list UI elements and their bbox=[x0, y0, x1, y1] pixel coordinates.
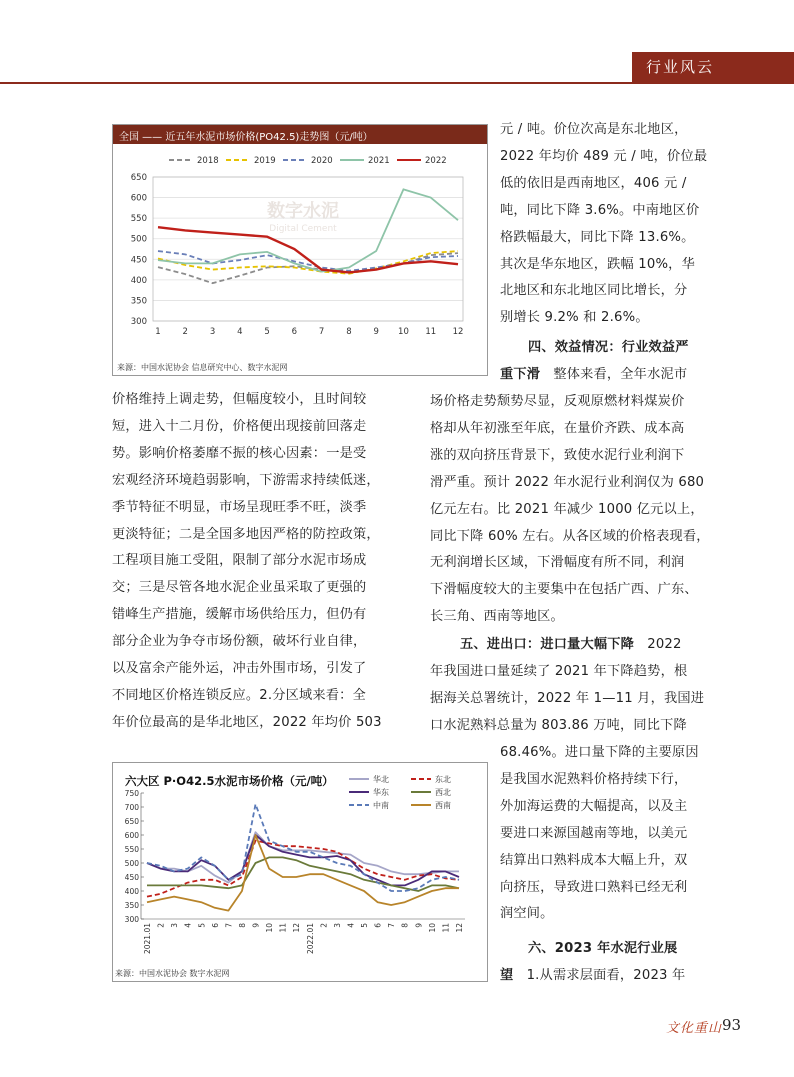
paragraph-line: 向挤压，导致进口熟料已经无利 bbox=[500, 879, 688, 895]
y-tick-label: 500 bbox=[124, 859, 139, 868]
legend-label: 中南 bbox=[373, 801, 389, 810]
section6-first-tail: 1.从需求层面看，2023 年 bbox=[526, 968, 686, 983]
national-price-line-chart bbox=[113, 145, 487, 360]
x-tick-label: 6 bbox=[373, 923, 383, 928]
paragraph-line: 更淡特征；二是全国多地因严格的防控政策， bbox=[112, 526, 380, 542]
paragraph-line: 口水泥熟料总量为 803.86 万吨，同比下降 bbox=[430, 717, 687, 733]
x-tick-label: 5 bbox=[360, 923, 370, 928]
y-tick-label: 650 bbox=[124, 817, 139, 826]
x-tick-label: 4 bbox=[237, 327, 243, 337]
section5-first-tail: 2022 bbox=[647, 637, 682, 652]
y-tick-label: 550 bbox=[124, 845, 139, 854]
figure2-source: 来源：中国水泥协会 数字水泥网 bbox=[115, 969, 230, 978]
x-tick-label: 2 bbox=[319, 923, 329, 928]
section5-heading-line bbox=[460, 635, 682, 655]
legend-label: 2018 bbox=[197, 156, 219, 166]
x-tick-label: 11 bbox=[425, 327, 437, 337]
section6-heading-line bbox=[500, 966, 685, 986]
paragraph-line: 以及富余产能外运，冲击外围市场，引发了 bbox=[112, 661, 367, 676]
y-tick-label: 300 bbox=[130, 317, 147, 327]
section6-heading-b: 望 bbox=[500, 968, 514, 983]
figure-source: 来源：中国水泥协会 信息研究中心、数字水泥网 bbox=[117, 363, 288, 372]
section4-heading-a: 四、效益情况：行业效益严 bbox=[528, 340, 689, 355]
regional-price-line-chart bbox=[113, 763, 487, 968]
paragraph-line: 年我国进口量延续了 2021 年下降趋势，根 bbox=[430, 664, 688, 679]
y-tick-label: 450 bbox=[130, 255, 147, 266]
paragraph-line: 同比下降 60% 左右。从各区域的价格表现看， bbox=[430, 528, 710, 544]
paragraph-line: 势。影响价格萎靡不振的核心因素：一是受 bbox=[112, 445, 367, 461]
legend-label: 2022 bbox=[425, 156, 447, 166]
x-tick-label: 10 bbox=[427, 923, 437, 933]
y-tick-label: 450 bbox=[124, 873, 139, 882]
x-tick-label: 4 bbox=[346, 923, 356, 928]
x-tick-label: 7 bbox=[224, 923, 234, 928]
paragraph-line: 无利润增长区域，下滑幅度有所不同，利润 bbox=[430, 555, 685, 571]
paragraph-line: 元 / 吨。价位次高是东北地区， bbox=[500, 122, 688, 137]
legend-label: 华北 bbox=[373, 775, 389, 784]
x-tick-label: 6 bbox=[210, 923, 220, 928]
paragraph-line: 亿元左右。比 2021 年减少 1000 亿元以上， bbox=[430, 501, 704, 517]
paragraph-line: 滑严重。预计 2022 年水泥行业利润仅为 680 bbox=[430, 474, 705, 490]
paragraph-line: 结算出口熟料成本大幅上升，双 bbox=[500, 852, 688, 868]
paragraph-line: 别增长 9.2% 和 2.6%。 bbox=[500, 310, 649, 326]
legend-label: 2020 bbox=[311, 156, 333, 166]
y-tick-label: 700 bbox=[124, 803, 139, 812]
y-tick-label: 300 bbox=[124, 915, 139, 924]
y-tick-label: 400 bbox=[130, 275, 147, 286]
paragraph-line: 北地区和东北地区同比增长，分 bbox=[500, 283, 688, 299]
section5-heading: 五、进出口：进口量大幅下降 bbox=[460, 637, 635, 652]
paragraph-line: 长三角、西南等地区。 bbox=[430, 609, 564, 625]
figure-regional-price-trend bbox=[112, 762, 488, 982]
magazine-logo: 文化重山 bbox=[666, 1021, 723, 1036]
legend-label: 东北 bbox=[435, 775, 451, 784]
x-tick-label: 9 bbox=[414, 923, 424, 928]
paragraph-line: 要进口来源国越南等地，以美元 bbox=[500, 825, 688, 841]
y-tick-label: 400 bbox=[124, 887, 139, 896]
paragraph-line: 低的依旧是西南地区，406 元 / bbox=[500, 175, 687, 191]
legend-label: 西北 bbox=[435, 788, 451, 797]
paragraph-line: 外加海运费的大幅提高，以及主 bbox=[500, 798, 688, 814]
paragraph-line: 宏观经济环境趋弱影响，下游需求持续低迷， bbox=[112, 472, 380, 488]
figure-national-price-trend bbox=[112, 124, 488, 376]
x-tick-label: 2 bbox=[156, 923, 166, 928]
y-tick-label: 750 bbox=[124, 789, 139, 798]
x-tick-label: 4 bbox=[183, 923, 193, 928]
paragraph-line: 格跌幅最大，同比下降 13.6%。 bbox=[500, 229, 695, 245]
x-tick-label: 5 bbox=[197, 923, 207, 928]
paragraph-line: 格却从年初涨至年底，在量价齐跌、成本高 bbox=[430, 420, 685, 436]
chart2-title: 六大区 P·O42.5水泥市场价格（元/吨） bbox=[125, 774, 334, 788]
x-tick-label: 3 bbox=[209, 327, 216, 337]
paragraph-line: 季节特征不明显，市场呈现旺季不旺，淡季 bbox=[112, 499, 367, 515]
y-tick-label: 650 bbox=[130, 173, 147, 183]
x-tick-label: 10 bbox=[398, 327, 409, 337]
x-tick-label: 6 bbox=[291, 327, 298, 337]
plot-border bbox=[153, 177, 463, 321]
section4-heading-line bbox=[500, 365, 687, 385]
y-tick-label: 600 bbox=[124, 831, 139, 840]
paragraph-line: 短，进入十二月份，价格便出现接前回落走 bbox=[112, 418, 367, 434]
chart-watermark-sub: Digital Cement bbox=[269, 224, 337, 234]
paragraph-line: 价格维持上调走势，但幅度较小，且时间较 bbox=[112, 392, 367, 407]
x-tick-label: 1 bbox=[155, 327, 161, 337]
paragraph-line: 不同地区价格连锁反应。2.分区域来看：全 bbox=[112, 687, 366, 703]
x-tick-label: 12 bbox=[292, 923, 302, 933]
x-tick-label: 3 bbox=[170, 923, 180, 928]
paragraph-line: 其次是华东地区，跌幅 10%，华 bbox=[500, 256, 695, 272]
page-number: 93 bbox=[722, 1016, 742, 1034]
y-tick-label: 600 bbox=[130, 193, 147, 204]
x-tick-label: 3 bbox=[332, 923, 342, 928]
x-tick-label: 7 bbox=[387, 923, 397, 928]
x-tick-label: 7 bbox=[318, 327, 325, 337]
x-tick-label: 9 bbox=[373, 327, 379, 337]
chart-watermark: 数字水泥 bbox=[267, 201, 339, 222]
header-rule bbox=[0, 82, 794, 84]
legend-label: 2021 bbox=[368, 156, 390, 166]
y-tick-label: 350 bbox=[130, 296, 147, 307]
x-tick-label: 5 bbox=[264, 327, 270, 337]
x-tick-label: 2022.01 bbox=[305, 923, 315, 955]
x-tick-label: 2 bbox=[182, 327, 188, 337]
x-tick-label: 11 bbox=[278, 923, 288, 933]
x-tick-label: 8 bbox=[400, 923, 410, 928]
paragraph-line: 涨的双向挤压背景下，致使水泥行业利润下 bbox=[430, 447, 685, 463]
x-tick-label: 9 bbox=[251, 923, 261, 928]
y-tick-label: 550 bbox=[130, 214, 147, 225]
paragraph-line: 68.46%。进口量下降的主要原因 bbox=[500, 745, 699, 760]
x-tick-label: 8 bbox=[237, 923, 247, 928]
y-tick-label: 500 bbox=[130, 234, 147, 245]
paragraph-line: 错峰生产措施，缓解市场供给压力，但仍有 bbox=[112, 607, 367, 623]
paragraph-line: 2022 年均价 489 元 / 吨，价位最 bbox=[500, 148, 708, 164]
section-header-title: 行业风云 bbox=[646, 58, 715, 76]
y-tick-label: 350 bbox=[124, 901, 139, 910]
paragraph-line: 年价位最高的是华北地区，2022 年均价 503 bbox=[112, 714, 382, 730]
paragraph-line: 是我国水泥熟料价格持续下行， bbox=[500, 771, 688, 787]
section4-first-tail: 整体来看，全年水泥市 bbox=[553, 367, 688, 382]
paragraph-line: 场价格走势颓势尽显，反观原燃材料煤炭价 bbox=[430, 394, 685, 409]
x-tick-label: 10 bbox=[265, 923, 275, 933]
x-tick-label: 12 bbox=[452, 327, 464, 337]
section6-heading-a: 六、2023 年水泥行业展 bbox=[528, 941, 678, 956]
paragraph-line: 工程项目施工受阻，限制了部分水泥市场成 bbox=[112, 553, 367, 569]
paragraph-line: 润空间。 bbox=[500, 906, 554, 922]
paragraph-line: 下滑幅度较大的主要集中在包括广西、广东、 bbox=[430, 582, 698, 598]
legend-label: 华东 bbox=[373, 788, 389, 797]
x-tick-label: 2021.01 bbox=[143, 923, 152, 955]
figure-title: 全国 —— 近五年水泥市场价格(PO42.5)走势图（元/吨） bbox=[119, 132, 373, 143]
legend-label: 西南 bbox=[435, 801, 451, 810]
paragraph-line: 吨，同比下降 3.6%。中南地区价 bbox=[500, 202, 700, 218]
x-tick-label: 8 bbox=[346, 327, 352, 337]
paragraph-line: 据海关总署统计，2022 年 1—11 月，我国进 bbox=[430, 690, 705, 706]
section4-heading-b: 重下滑 bbox=[500, 367, 541, 382]
paragraph-line: 部分企业为争夺市场份额，破坏行业自律， bbox=[112, 634, 367, 650]
figure-title-bar bbox=[113, 125, 487, 144]
paragraph-line: 交；三是尽管各地水泥企业虽采取了更强的 bbox=[112, 580, 367, 596]
legend-label: 2019 bbox=[254, 156, 276, 166]
x-tick-label: 12 bbox=[455, 923, 464, 933]
x-tick-label: 11 bbox=[441, 923, 451, 933]
